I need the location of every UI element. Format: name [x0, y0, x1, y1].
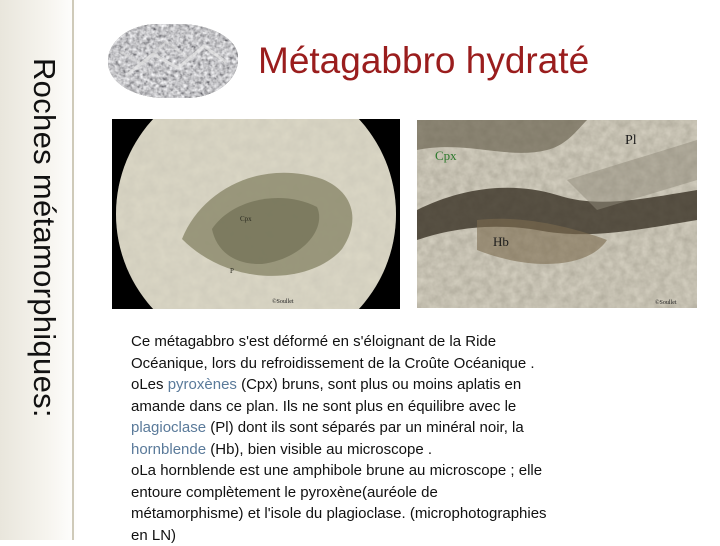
photo-credit-right: ©Soullet — [655, 299, 677, 306]
keyword-plagioclase: plagioclase — [131, 419, 206, 436]
label-pl-left: P — [230, 267, 234, 275]
microphotograph-left — [112, 119, 400, 309]
photo-credit-left: ©Soullet — [272, 298, 294, 305]
text-line: oLa hornblende est une amphibole brune au microscope ; elle — [131, 460, 651, 482]
page-title: Métagabbro hydraté — [258, 40, 589, 82]
sidebar-divider — [72, 0, 74, 540]
text-line: plagioclase (Pl) dont ils sont séparés par un minéral noir, la — [131, 417, 651, 439]
body-text — [131, 331, 651, 546]
text-line: amande dans ce plan. Ils ne sont plus en équilibre avec le — [131, 396, 651, 418]
keyword-hornblende: hornblende — [131, 441, 206, 458]
text-line: entoure complètement le pyroxène(auréole de — [131, 482, 651, 504]
label-pl-right: Pl — [625, 133, 637, 148]
label-hb-right: Hb — [493, 234, 509, 249]
label-cpx-right: Cpx — [435, 148, 457, 163]
text-line: Océanique, lors du refroidissement de la Croûte Océanique . — [131, 353, 651, 375]
microphotograph-right — [417, 120, 697, 308]
text-line: en LN) — [131, 525, 651, 546]
text-line: hornblende (Hb), bien visible au microscope . — [131, 439, 651, 461]
text-line: métamorphisme) et l'isole du plagioclase. (microphotographies — [131, 503, 651, 525]
sidebar-title: Roches métamorphiques: — [26, 58, 62, 418]
keyword-pyroxenes: pyroxènes — [168, 376, 237, 393]
text-line: Ce métagabbro s'est déformé en s'éloignant de la Ride — [131, 331, 651, 353]
label-cpx-left: Cpx — [240, 215, 252, 223]
rock-specimen-photo — [108, 24, 238, 98]
text-line: oLes pyroxènes (Cpx) bruns, sont plus ou moins aplatis en — [131, 374, 651, 396]
